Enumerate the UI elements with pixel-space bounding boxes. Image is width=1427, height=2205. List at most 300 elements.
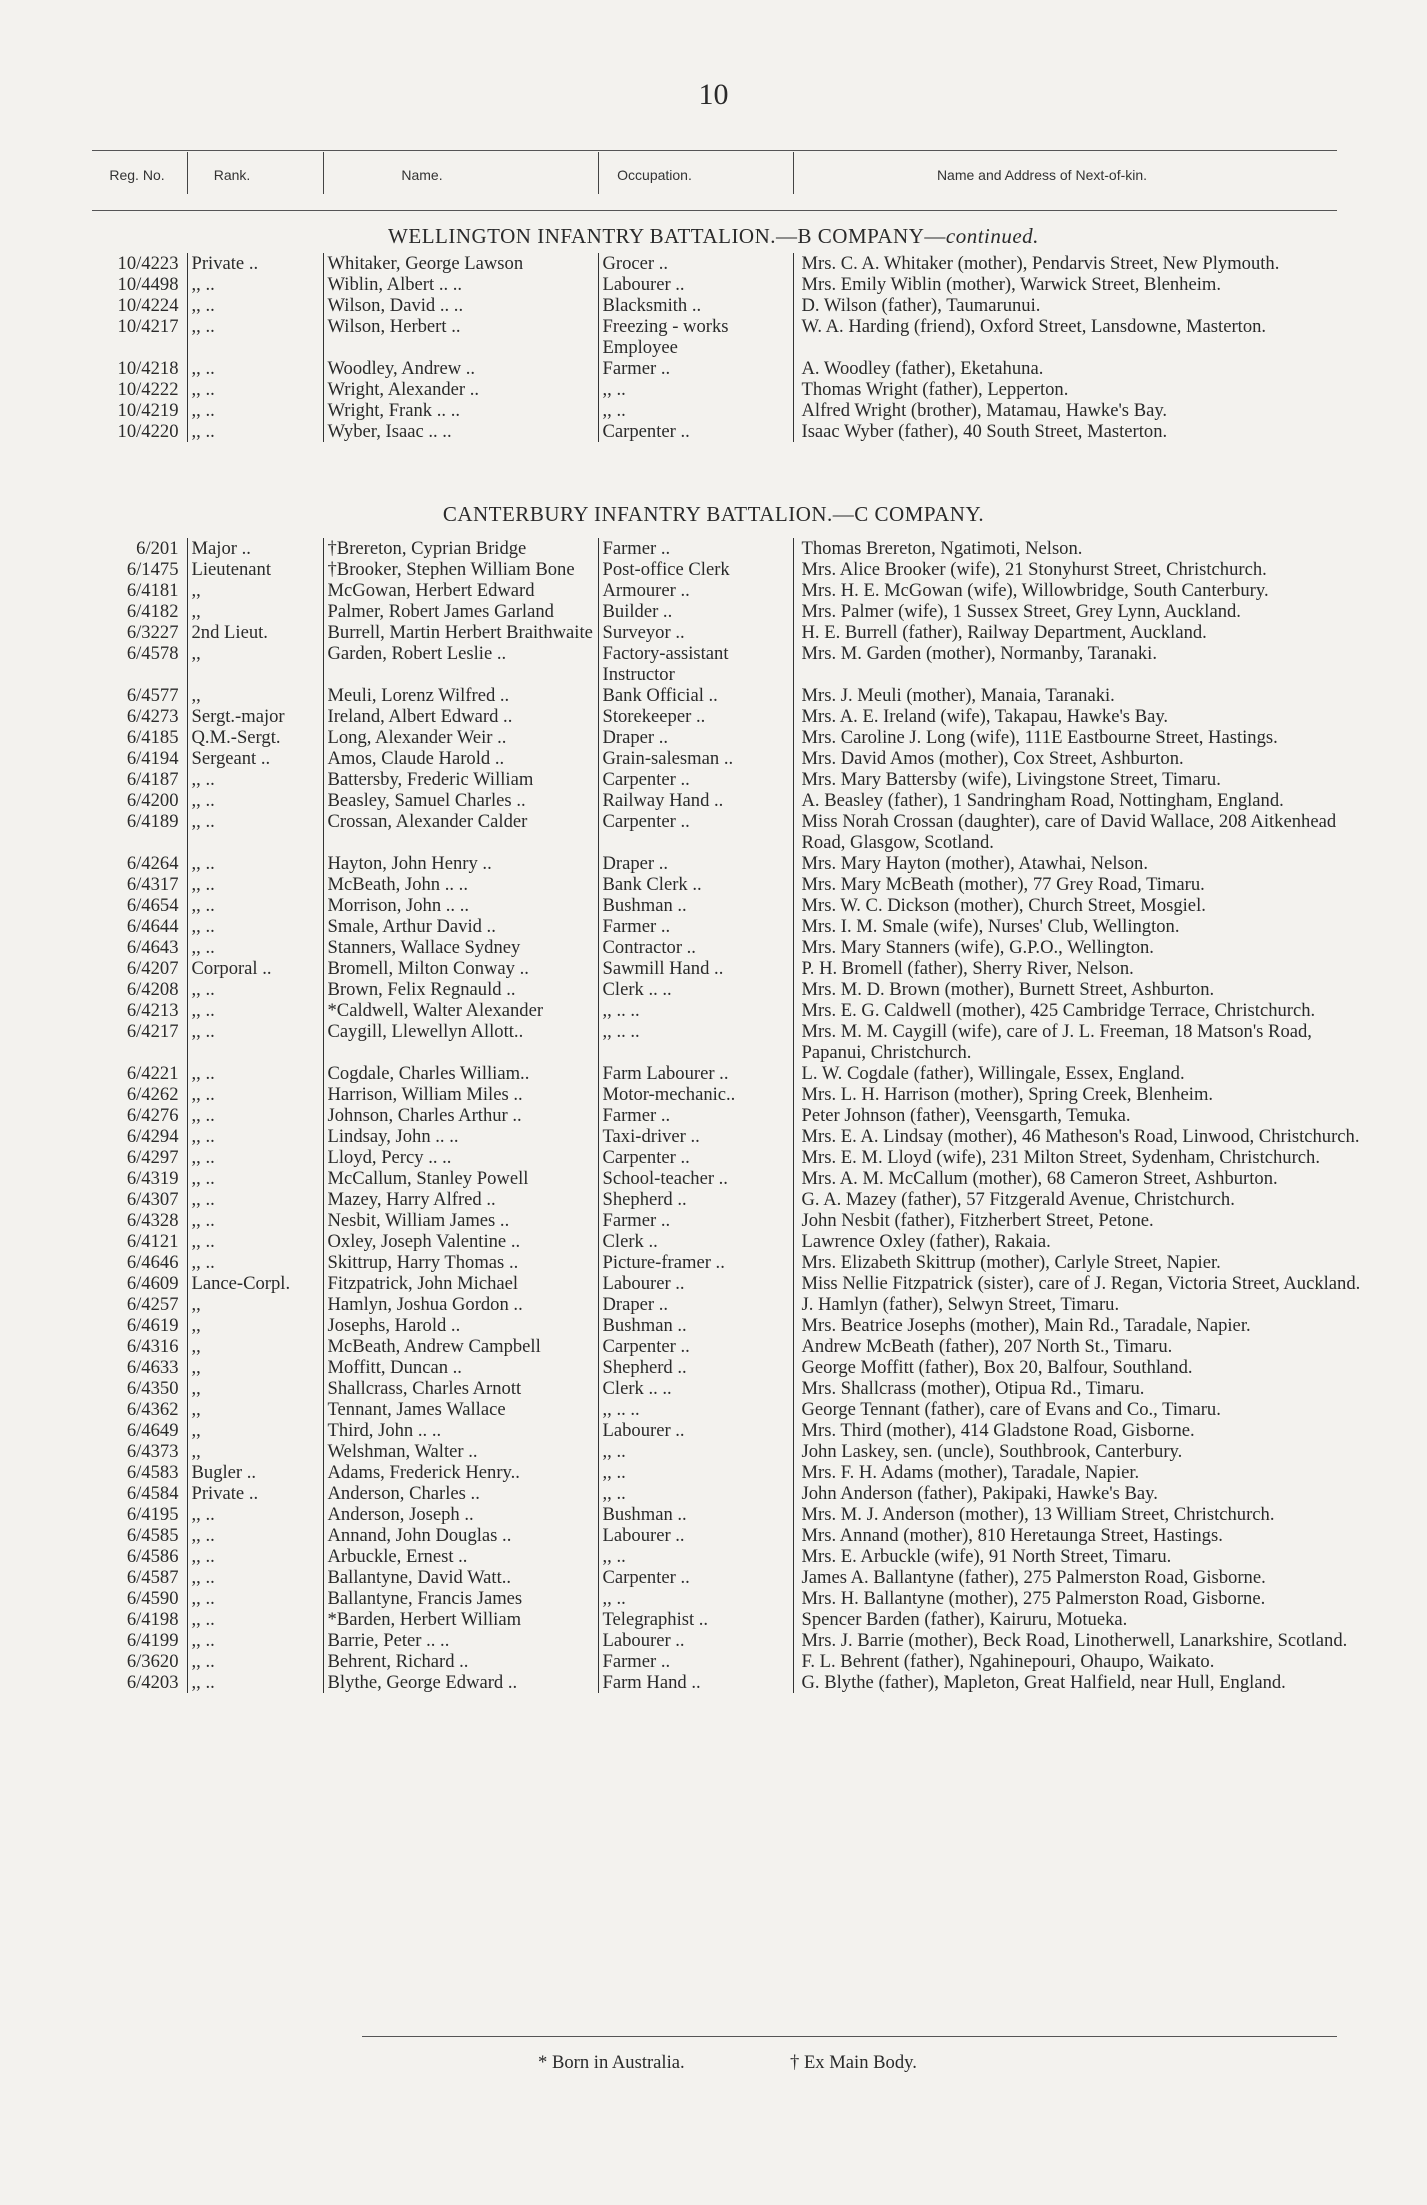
header-name: Name.: [401, 167, 443, 183]
occupation: Labourer ..: [598, 1630, 793, 1651]
soldier-name: Lloyd, Percy .. ..: [323, 1147, 598, 1168]
occupation: Clerk .. ..: [598, 979, 793, 1000]
soldier-name: Anderson, Charles ..: [323, 1483, 598, 1504]
rank: Major ..: [187, 538, 323, 559]
next-of-kin: Mrs. Shallcrass (mother), Otipua Rd., Timaru.: [793, 1378, 1382, 1399]
next-of-kin: Mrs. Mary Stanners (wife), G.P.O., Wellington.: [793, 937, 1382, 958]
occupation: Bank Official ..: [598, 685, 793, 706]
next-of-kin: Mrs. E. M. Lloyd (wife), 231 Milton Street, Sydenham, Christchurch.: [793, 1147, 1382, 1168]
reg-number: 6/4198: [126, 1609, 179, 1630]
occupation: Labourer ..: [598, 274, 793, 295]
header-occupation: Occupation.: [617, 167, 692, 183]
occupation: Armourer ..: [598, 580, 793, 601]
next-of-kin: Alfred Wright (brother), Matamau, Hawke's Bay.: [793, 400, 1382, 421]
soldier-name: Harrison, William Miles ..: [323, 1084, 598, 1105]
reg-number: 6/4590: [126, 1588, 179, 1609]
reg-number: 6/4262: [126, 1084, 179, 1105]
table-row: [92, 1630, 1382, 1651]
table-row: [92, 979, 1382, 1000]
soldier-name: *Barden, Herbert William: [323, 1609, 598, 1630]
table-row: [92, 958, 1382, 979]
occupation: ,, ..: [598, 379, 793, 400]
reg-number: 6/4316: [126, 1336, 179, 1357]
reg-number: 6/4609: [126, 1273, 179, 1294]
rank: ,, ..: [187, 421, 323, 442]
rank: Lance-Corpl.: [187, 1273, 323, 1294]
table-row: [92, 1609, 1382, 1630]
rank: ,, ..: [187, 1588, 323, 1609]
table-row: [92, 1336, 1382, 1357]
next-of-kin: Mrs. A. M. McCallum (mother), 68 Cameron Street, Ashburton.: [793, 1168, 1382, 1189]
occupation: ,, .. ..: [598, 1021, 793, 1063]
next-of-kin: G. Blythe (father), Mapleton, Great Halfield, near Hull, England.: [793, 1672, 1382, 1693]
table-row: [92, 601, 1382, 622]
table-row: [92, 1546, 1382, 1567]
next-of-kin: W. A. Harding (friend), Oxford Street, Lansdowne, Masterton.: [793, 316, 1382, 358]
next-of-kin: Mrs. J. Meuli (mother), Manaia, Taranaki.: [793, 685, 1382, 706]
next-of-kin: John Anderson (father), Pakipaki, Hawke's Bay.: [793, 1483, 1382, 1504]
reg-number: 6/4194: [126, 748, 179, 769]
soldier-name: Wright, Frank .. ..: [323, 400, 598, 421]
reg-number: 6/4264: [126, 853, 179, 874]
soldier-name: Wright, Alexander ..: [323, 379, 598, 400]
rank: ,, ..: [187, 811, 323, 853]
reg-number: 6/4185: [126, 727, 179, 748]
reg-number: 6/4586: [126, 1546, 179, 1567]
soldier-name: Long, Alexander Weir ..: [323, 727, 598, 748]
rank: ,,: [187, 1336, 323, 1357]
occupation: Labourer ..: [598, 1525, 793, 1546]
page-number: 10: [698, 78, 729, 111]
table-row: [92, 1273, 1382, 1294]
occupation: Labourer ..: [598, 1420, 793, 1441]
table-row: [92, 1294, 1382, 1315]
occupation: Draper ..: [598, 727, 793, 748]
soldier-name: Crossan, Alexander Calder: [323, 811, 598, 853]
table-row: [92, 580, 1382, 601]
occupation: Picture-framer ..: [598, 1252, 793, 1273]
rank: ,, ..: [187, 1168, 323, 1189]
next-of-kin: Mrs. David Amos (mother), Cox Street, Ashburton.: [793, 748, 1382, 769]
next-of-kin: Mrs. I. M. Smale (wife), Nurses' Club, Wellington.: [793, 916, 1382, 937]
occupation: ,, .. ..: [598, 1000, 793, 1021]
next-of-kin: Mrs. M. J. Anderson (mother), 13 William Street, Christchurch.: [793, 1504, 1382, 1525]
soldier-name: Shallcrass, Charles Arnott: [323, 1378, 598, 1399]
reg-number: 10/4498: [117, 274, 179, 295]
rank: ,, ..: [187, 1252, 323, 1273]
rank: Corporal ..: [187, 958, 323, 979]
table-row: [92, 274, 1382, 295]
rank: ,, ..: [187, 1126, 323, 1147]
reg-number: 6/4199: [126, 1630, 179, 1651]
rank: ,,: [187, 1294, 323, 1315]
rank: ,, ..: [187, 1000, 323, 1021]
reg-number: 6/4187: [126, 769, 179, 790]
reg-number: 6/3227: [126, 622, 179, 643]
next-of-kin: Mrs. Beatrice Josephs (mother), Main Rd., Taradale, Napier.: [793, 1315, 1382, 1336]
occupation: Bank Clerk ..: [598, 874, 793, 895]
soldier-name: McBeath, John .. ..: [323, 874, 598, 895]
soldier-name: Burrell, Martin Herbert Braithwaite: [323, 622, 598, 643]
table-row: [92, 1483, 1382, 1504]
occupation: Farmer ..: [598, 1105, 793, 1126]
occupation: Shepherd ..: [598, 1189, 793, 1210]
occupation: Shepherd ..: [598, 1357, 793, 1378]
occupation: Carpenter ..: [598, 811, 793, 853]
occupation: Bushman ..: [598, 1315, 793, 1336]
reg-number: 6/4646: [126, 1252, 179, 1273]
occupation: Carpenter ..: [598, 1336, 793, 1357]
table-row: [92, 1420, 1382, 1441]
soldier-name: Oxley, Joseph Valentine ..: [323, 1231, 598, 1252]
rank: ,, ..: [187, 1084, 323, 1105]
rank: ,,: [187, 1399, 323, 1420]
next-of-kin: Mrs. Mary Hayton (mother), Atawhai, Nelson.: [793, 853, 1382, 874]
next-of-kin: Mrs. Mary McBeath (mother), 77 Grey Road, Timaru.: [793, 874, 1382, 895]
rank: ,,: [187, 1441, 323, 1462]
rank: ,, ..: [187, 1231, 323, 1252]
rank: ,, ..: [187, 853, 323, 874]
next-of-kin: James A. Ballantyne (father), 275 Palmerston Road, Gisborne.: [793, 1567, 1382, 1588]
rank: ,, ..: [187, 400, 323, 421]
soldier-name: Johnson, Charles Arthur ..: [323, 1105, 598, 1126]
occupation: School-teacher ..: [598, 1168, 793, 1189]
reg-number: 10/4220: [117, 421, 179, 442]
reg-number: 6/4200: [126, 790, 179, 811]
soldier-name: †Brooker, Stephen William Bone: [323, 559, 598, 580]
soldier-name: Morrison, John .. ..: [323, 895, 598, 916]
section-title-text: CANTERBURY INFANTRY BATTALION.—C COMPANY.: [442, 502, 985, 526]
reg-number: 6/4633: [126, 1357, 179, 1378]
header-top-rule: [92, 150, 1337, 151]
occupation: Carpenter ..: [598, 1567, 793, 1588]
table-row: [92, 1126, 1382, 1147]
next-of-kin: D. Wilson (father), Taumarunui.: [793, 295, 1382, 316]
soldier-name: Stanners, Wallace Sydney: [323, 937, 598, 958]
reg-number: 6/4217: [126, 1021, 179, 1042]
rank: ,, ..: [187, 379, 323, 400]
table-row: [92, 316, 1382, 358]
soldier-name: Garden, Robert Leslie ..: [323, 643, 598, 685]
next-of-kin: John Laskey, sen. (uncle), Southbrook, Canterbury.: [793, 1441, 1382, 1462]
next-of-kin: Miss Norah Crossan (daughter), care of David Wallace, 208 Aitkenhead Road, Glasgow, Scotland.: [793, 811, 1382, 853]
occupation: Draper ..: [598, 853, 793, 874]
occupation: Farmer ..: [598, 358, 793, 379]
reg-number: 6/4654: [126, 895, 179, 916]
occupation: Carpenter ..: [598, 769, 793, 790]
soldier-name: *Caldwell, Walter Alexander: [323, 1000, 598, 1021]
footnote-main-body: † Ex Main Body.: [790, 2052, 917, 2073]
table-row: [92, 253, 1382, 274]
occupation: Labourer ..: [598, 1273, 793, 1294]
header-rank: Rank.: [213, 167, 251, 183]
table-row: [92, 1651, 1382, 1672]
header-divider: [187, 152, 188, 194]
next-of-kin: Mrs. A. E. Ireland (wife), Takapau, Hawke's Bay.: [793, 706, 1382, 727]
reg-number: 10/4219: [117, 400, 179, 421]
occupation: Farm Hand ..: [598, 1672, 793, 1693]
table-row: [92, 1252, 1382, 1273]
table-row: [92, 790, 1382, 811]
rank: ,,: [187, 1357, 323, 1378]
rank: Sergt.-major: [187, 706, 323, 727]
header-divider: [793, 152, 794, 194]
table-row: [92, 1441, 1382, 1462]
next-of-kin: Mrs. W. C. Dickson (mother), Church Street, Mosgiel.: [793, 895, 1382, 916]
rank: ,, ..: [187, 1147, 323, 1168]
table-row: [92, 1105, 1382, 1126]
soldier-name: Whitaker, George Lawson: [323, 253, 598, 274]
reg-number: 6/4584: [126, 1483, 179, 1504]
soldier-name: Meuli, Lorenz Wilfred ..: [323, 685, 598, 706]
occupation: ,, ..: [598, 1483, 793, 1504]
soldier-name: Woodley, Andrew ..: [323, 358, 598, 379]
reg-number: 6/4221: [126, 1063, 179, 1084]
occupation: Farmer ..: [598, 1651, 793, 1672]
reg-number: 6/4587: [126, 1567, 179, 1588]
reg-number: 6/4213: [126, 1000, 179, 1021]
table-row: [92, 559, 1382, 580]
next-of-kin: Mrs. M. D. Brown (mother), Burnett Street, Ashburton.: [793, 979, 1382, 1000]
reg-number: 6/4350: [126, 1378, 179, 1399]
roll-table-wellington: [92, 253, 1382, 442]
reg-number: 6/4373: [126, 1441, 179, 1462]
occupation: Factory-assistant Instructor: [598, 643, 793, 685]
soldier-name: Moffitt, Duncan ..: [323, 1357, 598, 1378]
next-of-kin: Mrs. F. H. Adams (mother), Taradale, Napier.: [793, 1462, 1382, 1483]
next-of-kin: Thomas Brereton, Ngatimoti, Nelson.: [793, 538, 1382, 559]
soldier-name: McBeath, Andrew Campbell: [323, 1336, 598, 1357]
occupation: Farmer ..: [598, 538, 793, 559]
soldier-name: Arbuckle, Ernest ..: [323, 1546, 598, 1567]
reg-number: 6/4577: [126, 685, 179, 706]
table-row: [92, 874, 1382, 895]
soldier-name: Skittrup, Harry Thomas ..: [323, 1252, 598, 1273]
occupation: ,, ..: [598, 1462, 793, 1483]
rank: ,, ..: [187, 1021, 323, 1063]
soldier-name: Fitzpatrick, John Michael: [323, 1273, 598, 1294]
rank: ,,: [187, 601, 323, 622]
occupation: Railway Hand ..: [598, 790, 793, 811]
soldier-name: Josephs, Harold ..: [323, 1315, 598, 1336]
rank: ,,: [187, 643, 323, 685]
next-of-kin: Mrs. L. H. Harrison (mother), Spring Creek, Blenheim.: [793, 1084, 1382, 1105]
next-of-kin: Andrew McBeath (father), 207 North St., Timaru.: [793, 1336, 1382, 1357]
next-of-kin: Mrs. Mary Battersby (wife), Livingstone Street, Timaru.: [793, 769, 1382, 790]
occupation: Draper ..: [598, 1294, 793, 1315]
soldier-name: Blythe, George Edward ..: [323, 1672, 598, 1693]
next-of-kin: Miss Nellie Fitzpatrick (sister), care of J. Regan, Victoria Street, Auckland.: [793, 1273, 1382, 1294]
rank: ,, ..: [187, 895, 323, 916]
rank: ,, ..: [187, 979, 323, 1000]
reg-number: 6/4619: [126, 1315, 179, 1336]
rank: Bugler ..: [187, 1462, 323, 1483]
soldier-name: Mazey, Harry Alfred ..: [323, 1189, 598, 1210]
table-row: [92, 706, 1382, 727]
reg-number: 6/3620: [126, 1651, 179, 1672]
soldier-name: Caygill, Llewellyn Allott..: [323, 1021, 598, 1063]
occupation: Grocer ..: [598, 253, 793, 274]
soldier-name: Hayton, John Henry ..: [323, 853, 598, 874]
footer-rule: [362, 2036, 1337, 2037]
rank: ,,: [187, 1378, 323, 1399]
reg-number: 6/4307: [126, 1189, 179, 1210]
next-of-kin: Peter Johnson (father), Veensgarth, Temuka.: [793, 1105, 1382, 1126]
rank: ,, ..: [187, 790, 323, 811]
next-of-kin: Spencer Barden (father), Kairuru, Motueka.: [793, 1609, 1382, 1630]
reg-number: 6/4583: [126, 1462, 179, 1483]
table-row: [92, 643, 1382, 685]
soldier-name: Smale, Arthur David ..: [323, 916, 598, 937]
next-of-kin: Mrs. M. Garden (mother), Normanby, Taranaki.: [793, 643, 1382, 685]
occupation: Blacksmith ..: [598, 295, 793, 316]
reg-number: 6/4319: [126, 1168, 179, 1189]
header-reg: Reg. No.: [109, 167, 165, 183]
occupation: Carpenter ..: [598, 421, 793, 442]
reg-number: 6/4203: [126, 1672, 179, 1693]
header-divider: [323, 152, 324, 194]
occupation: ,, ..: [598, 1441, 793, 1462]
soldier-name: Battersby, Frederic William: [323, 769, 598, 790]
roll-table-canterbury: [92, 538, 1382, 1693]
reg-number: 6/4317: [126, 874, 179, 895]
table-row: [92, 1021, 1382, 1063]
reg-number: 10/4217: [117, 316, 179, 337]
occupation: Grain-salesman ..: [598, 748, 793, 769]
table-row: [92, 1378, 1382, 1399]
reg-number: 6/4181: [126, 580, 179, 601]
next-of-kin: John Nesbit (father), Fitzherbert Street, Petone.: [793, 1210, 1382, 1231]
rank: ,, ..: [187, 1210, 323, 1231]
rank: ,, ..: [187, 1525, 323, 1546]
occupation: ,, ..: [598, 1546, 793, 1567]
rank: ,,: [187, 580, 323, 601]
table-row: [92, 538, 1382, 559]
reg-number: 6/1475: [126, 559, 179, 580]
table-row: [92, 769, 1382, 790]
reg-number: 10/4223: [117, 253, 179, 274]
reg-number: 6/4644: [126, 916, 179, 937]
rank: Lieutenant: [187, 559, 323, 580]
section-title-wellington: [0, 224, 1427, 249]
reg-number: 6/4189: [126, 811, 179, 832]
soldier-name: Ballantyne, Francis James: [323, 1588, 598, 1609]
occupation: Post-office Clerk: [598, 559, 793, 580]
soldier-name: Beasley, Samuel Charles ..: [323, 790, 598, 811]
table-row: [92, 937, 1382, 958]
next-of-kin: Mrs. H. Ballantyne (mother), 275 Palmerston Road, Gisborne.: [793, 1588, 1382, 1609]
soldier-name: Brown, Felix Regnauld ..: [323, 979, 598, 1000]
rank: 2nd Lieut.: [187, 622, 323, 643]
table-row: [92, 1504, 1382, 1525]
soldier-name: Bromell, Milton Conway ..: [323, 958, 598, 979]
soldier-name: Cogdale, Charles William..: [323, 1063, 598, 1084]
soldier-name: Anderson, Joseph ..: [323, 1504, 598, 1525]
rank: ,, ..: [187, 295, 323, 316]
table-row: [92, 379, 1382, 400]
occupation: Motor-mechanic..: [598, 1084, 793, 1105]
next-of-kin: Mrs. Palmer (wife), 1 Sussex Street, Grey Lynn, Auckland.: [793, 601, 1382, 622]
occupation: Farm Labourer ..: [598, 1063, 793, 1084]
rank: Private ..: [187, 253, 323, 274]
rank: ,, ..: [187, 1105, 323, 1126]
occupation: Surveyor ..: [598, 622, 793, 643]
table-row: [92, 295, 1382, 316]
table-row: [92, 1231, 1382, 1252]
rank: Private ..: [187, 1483, 323, 1504]
table-row: [92, 895, 1382, 916]
occupation: Taxi-driver ..: [598, 1126, 793, 1147]
header-kin: Name and Address of Next-of-kin.: [936, 167, 1148, 183]
reg-number: 6/4585: [126, 1525, 179, 1546]
table-row: [92, 811, 1382, 853]
occupation: ,, ..: [598, 1588, 793, 1609]
header-bottom-rule: [92, 210, 1337, 211]
next-of-kin: A. Woodley (father), Eketahuna.: [793, 358, 1382, 379]
next-of-kin: Thomas Wright (father), Lepperton.: [793, 379, 1382, 400]
occupation: ,, ..: [598, 400, 793, 421]
soldier-name: Amos, Claude Harold ..: [323, 748, 598, 769]
table-row: [92, 622, 1382, 643]
column-header: [92, 163, 1337, 193]
rank: ,, ..: [187, 769, 323, 790]
next-of-kin: Isaac Wyber (father), 40 South Street, Masterton.: [793, 421, 1382, 442]
section-title-text: WELLINGTON INFANTRY BATTALION.—B COMPANY—: [388, 224, 946, 248]
reg-number: 6/4121: [126, 1231, 179, 1252]
reg-number: 6/4297: [126, 1147, 179, 1168]
table-row: [92, 1399, 1382, 1420]
reg-number: 6/4195: [126, 1504, 179, 1525]
occupation: Clerk ..: [598, 1231, 793, 1252]
next-of-kin: Mrs. E. Arbuckle (wife), 91 North Street, Timaru.: [793, 1546, 1382, 1567]
reg-number: 6/4207: [126, 958, 179, 979]
rank: ,, ..: [187, 316, 323, 358]
reg-number: 6/4328: [126, 1210, 179, 1231]
reg-number: 6/4578: [126, 643, 179, 664]
table-row: [92, 727, 1382, 748]
next-of-kin: Mrs. E. G. Caldwell (mother), 425 Cambridge Terrace, Christchurch.: [793, 1000, 1382, 1021]
occupation: ,, .. ..: [598, 1399, 793, 1420]
soldier-name: McGowan, Herbert Edward: [323, 580, 598, 601]
soldier-name: Third, John .. ..: [323, 1420, 598, 1441]
occupation: Builder ..: [598, 601, 793, 622]
occupation: Bushman ..: [598, 895, 793, 916]
rank: ,, ..: [187, 1504, 323, 1525]
occupation: Storekeeper ..: [598, 706, 793, 727]
rank: ,, ..: [187, 1630, 323, 1651]
reg-number: 10/4218: [117, 358, 179, 379]
soldier-name: Nesbit, William James ..: [323, 1210, 598, 1231]
table-row: [92, 1168, 1382, 1189]
table-row: [92, 421, 1382, 442]
next-of-kin: Mrs. Emily Wiblin (mother), Warwick Street, Blenheim.: [793, 274, 1382, 295]
next-of-kin: P. H. Bromell (father), Sherry River, Nelson.: [793, 958, 1382, 979]
section-title-canterbury: [0, 502, 1427, 527]
soldier-name: Wilson, Herbert ..: [323, 316, 598, 358]
soldier-name: Barrie, Peter .. ..: [323, 1630, 598, 1651]
soldier-name: Wilson, David .. ..: [323, 295, 598, 316]
soldier-name: Lindsay, John .. ..: [323, 1126, 598, 1147]
rank: Q.M.-Sergt.: [187, 727, 323, 748]
rank: ,,: [187, 685, 323, 706]
soldier-name: Tennant, James Wallace: [323, 1399, 598, 1420]
reg-number: 6/4643: [126, 937, 179, 958]
soldier-name: †Brereton, Cyprian Bridge: [323, 538, 598, 559]
soldier-name: Annand, John Douglas ..: [323, 1525, 598, 1546]
next-of-kin: Mrs. Elizabeth Skittrup (mother), Carlyle Street, Napier.: [793, 1252, 1382, 1273]
rank: ,, ..: [187, 1189, 323, 1210]
next-of-kin: George Moffitt (father), Box 20, Balfour, Southland.: [793, 1357, 1382, 1378]
